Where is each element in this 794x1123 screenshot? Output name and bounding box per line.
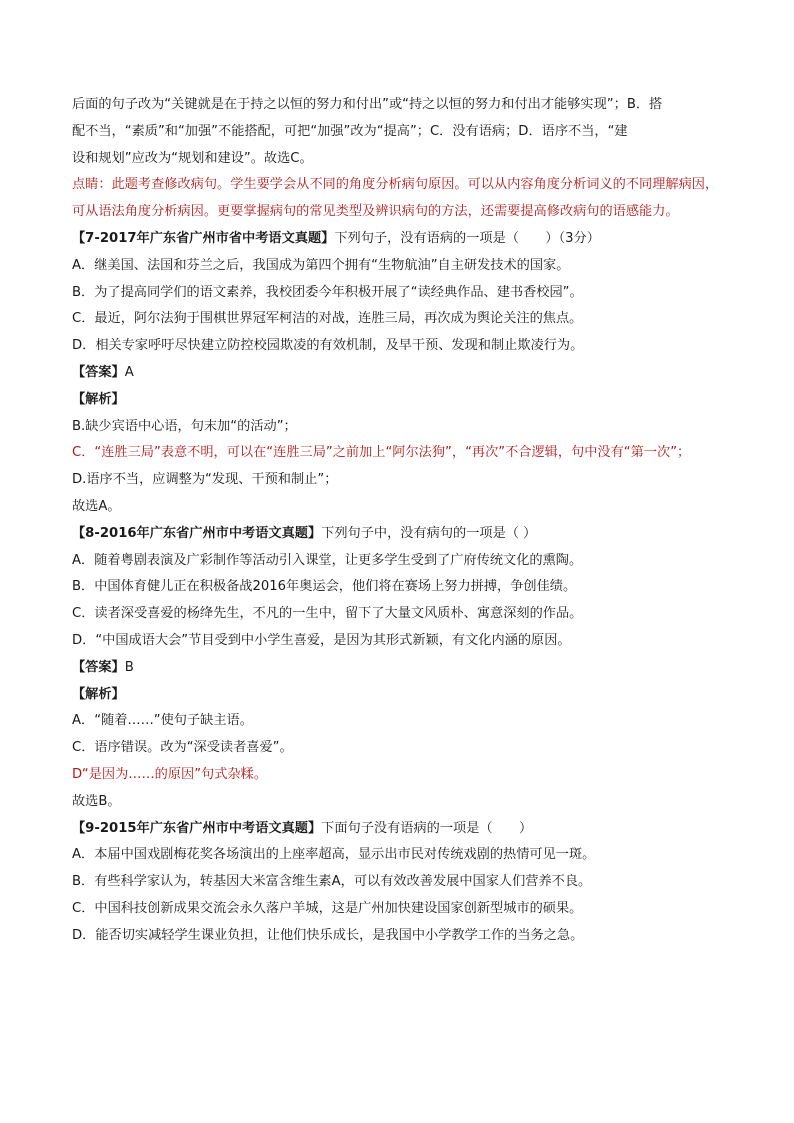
question-7-stem: 下列句子，没有语病的一项是（ ）（3分）	[334, 230, 600, 246]
question-8-stem: 下列句子中，没有病句的一项是（ ）	[321, 525, 537, 541]
prev-analysis-line-1: 后面的句子改为“关键就是在于持之以恒的努力和付出”或“持之以恒的努力和付出才能够实现”；B．搭	[72, 97, 663, 112]
question-8-source: 【8-2016年广东省广州市中考语文真题】	[72, 525, 322, 541]
question-8-option-b: B．中国体育健儿正在积极备战2016年奥运会，他们将在赛场上努力拼搏，争创佳绩。	[72, 579, 577, 595]
question-7-option-d: D．相关专家呼吁尽快建立防控校园欺凌的有效机制，及早干预、发现和制止欺凌行为。	[72, 338, 584, 354]
question-8-analysis-label: 【解析】	[72, 686, 125, 702]
question-8-analysis-a: A．“随着……”使句子缺主语。	[72, 713, 253, 729]
question-7-option-a: A．继美国、法国和芬兰之后，我国成为第四个拥有“生物航油”自主研发技术的国家。	[72, 257, 570, 273]
answer-value: A	[124, 364, 134, 380]
question-9-stem: 下面句子没有语病的一项是（ ）	[321, 820, 533, 836]
tip-text: 此题考查修改病句。学生要学会从不同的角度分析病句原因。可以从内容角度分析词义的不同理解病因，可从语法角度分析病因。更要掌握病句的常见类型及辨识病句的方法，还需要提高修改病句的语感能力。	[72, 177, 719, 220]
question-8-analysis-c: C．语序错误。改为“深受读者喜爱”。	[72, 740, 293, 756]
question-9-source: 【9-2015年广东省广州市中考语文真题】	[72, 820, 322, 836]
question-7-analysis-c: C．“连胜三局”表意不明，可以在“连胜三局”之前加上“阿尔法狗”，“再次”不合逻辑，句中没有“第一次”；	[72, 445, 691, 461]
tip-paragraph	[72, 172, 724, 226]
question-9-option-d: D．能否切实减轻学生课业负担，让他们快乐成长，是我国中小学教学工作的当务之急。	[72, 927, 584, 943]
prev-analysis-line-3: 设和规划”应改为“规划和建设”。故选C。	[72, 150, 313, 166]
answer-label: 【答案】	[72, 364, 125, 380]
question-8-option-a: A．随着粤剧表演及广彩制作等活动引入课堂，让更多学生受到了广府传统文化的熏陶。	[72, 552, 583, 568]
question-7-analysis-label: 【解析】	[72, 391, 125, 407]
question-7-conclusion: 故选A。	[72, 498, 121, 514]
question-7-source: 【7-2017年广东省广州市省中考语文真题】	[72, 230, 335, 246]
answer-label: 【答案】	[72, 659, 125, 675]
question-9-heading	[72, 816, 724, 843]
question-7-analysis-d: D.语序不当，应调整为“发现、干预和制止”；	[72, 472, 338, 488]
question-8-conclusion: 故选B。	[72, 793, 121, 809]
question-9-option-c: C．中国科技创新成果交流会永久落户羊城，这是广州加快建设国家创新型城市的硕果。	[72, 900, 583, 916]
question-7-option-c: C．最近，阿尔法狗于围棋世界冠军柯洁的对战，连胜三局，再次成为舆论关注的焦点。	[72, 311, 583, 327]
question-9-option-b: B．有些科学家认为，转基因大米富含维生素A，可以有效改善发展中国家人们营养不良。	[72, 874, 592, 890]
question-8-answer	[72, 655, 724, 682]
question-8-option-c: C．读者深受喜爱的杨绛先生，不凡的一生中，留下了大量文风质朴、寓意深刻的作品。	[72, 606, 583, 622]
question-9-option-a: A．本届中国戏剧梅花奖各场演出的上座率超高，显示出市民对传统戏剧的热情可见一斑。	[72, 847, 596, 863]
document-page	[72, 92, 724, 950]
prev-analysis-line-2: 配不当，“素质”和“加强”不能搭配，可把“加强”改为“提高”；C．没有语病；D．语序不当，“建	[72, 123, 628, 139]
question-7-analysis-b: B.缺少宾语中心语，句末加“的活动”；	[72, 418, 297, 434]
question-7-answer	[72, 360, 724, 387]
tip-label: 点睛：	[72, 177, 112, 193]
question-8-heading	[72, 521, 724, 548]
question-8-analysis-d: D“是因为……的原因”句式杂糅。	[72, 766, 267, 782]
question-7-option-b: B．为了提高同学们的语文素养，我校团委今年积极开展了“读经典作品、建书香校园”。	[72, 284, 583, 300]
question-7-heading	[72, 226, 724, 253]
answer-value: B	[124, 659, 134, 675]
question-8-option-d: D．“中国成语大会”节目受到中小学生喜爱，是因为其形式新颖，有文化内涵的原因。	[72, 632, 571, 648]
